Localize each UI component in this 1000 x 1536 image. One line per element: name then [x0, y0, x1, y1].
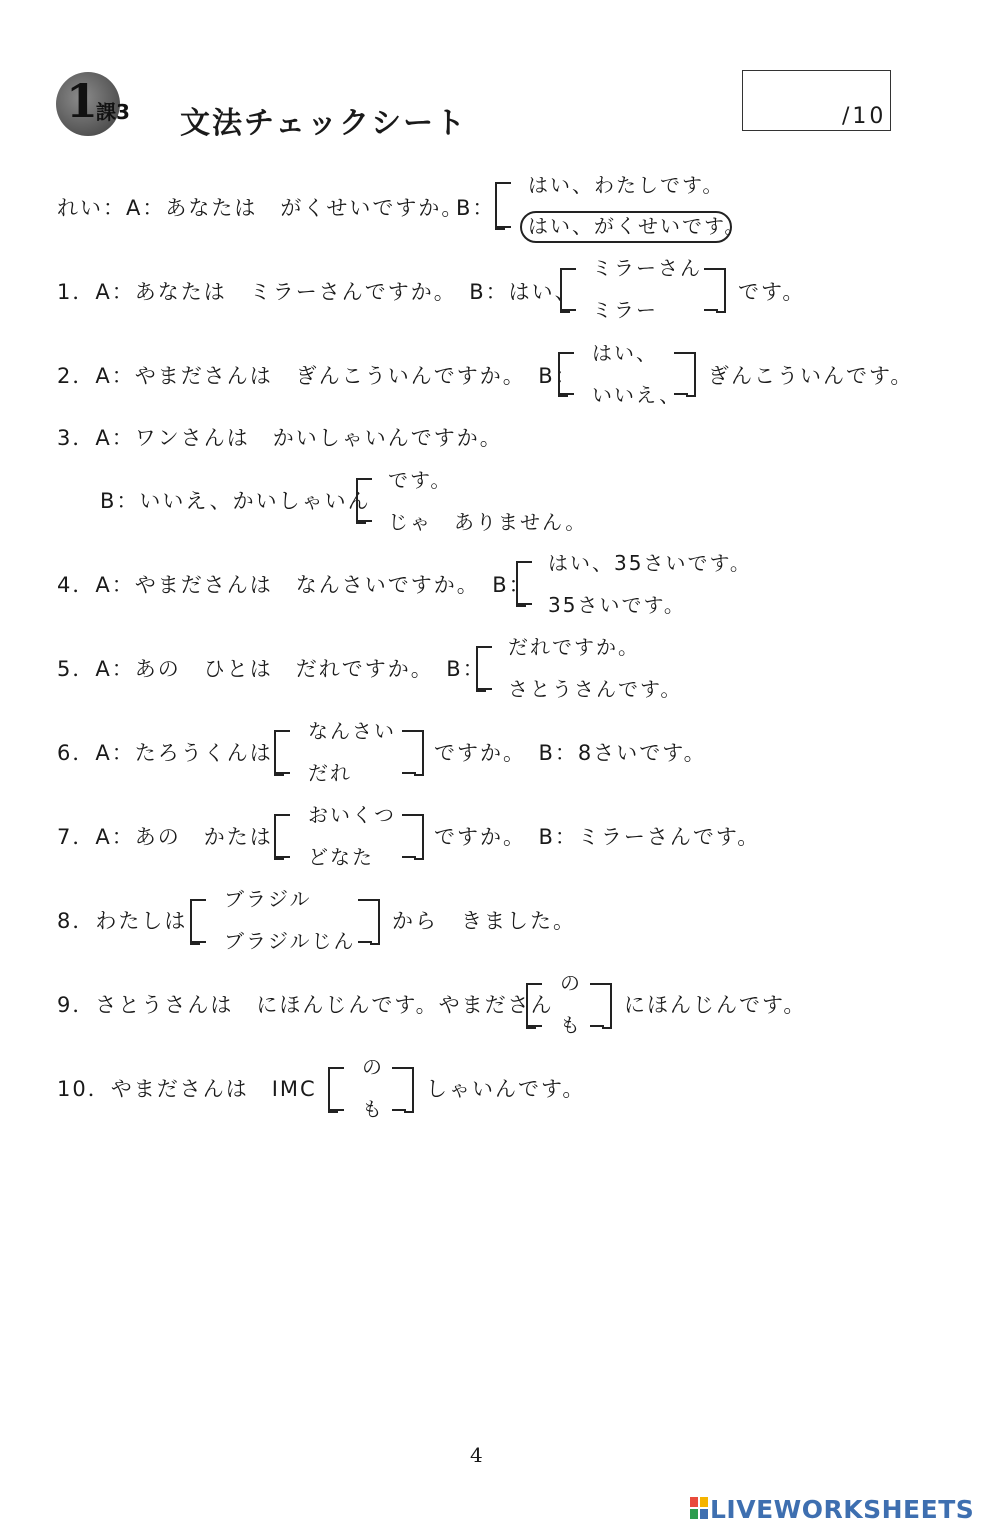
question-10-right-bracket	[404, 1067, 414, 1113]
question-8-option-2[interactable]: ブラジルじん	[224, 929, 356, 953]
question-2-suffix: ぎんこういんです。	[708, 364, 914, 388]
lesson-badge-number: 1	[66, 74, 99, 128]
question-1-right-bracket	[716, 268, 726, 313]
question-10-prompt: 10．やまださんは IMC	[57, 1077, 317, 1101]
question-1-prompt: 1．A：あなたは ミラーさんですか。 B：はい、	[57, 280, 578, 304]
question-7-right-bracket	[414, 814, 424, 860]
question-10-option-1[interactable]: の	[362, 1055, 384, 1079]
question-6-option-2[interactable]: だれ	[308, 761, 352, 785]
question-2-option-2[interactable]: いいえ、	[592, 383, 682, 407]
lesson-badge-label: 課3	[96, 100, 130, 124]
question-2-right-bracket	[686, 352, 696, 397]
question-7-suffix: ですか。 B：ミラーさんです。	[434, 825, 761, 849]
question-2-prompt: 2．A：やまださんは ぎんこういんですか。 B：	[57, 364, 578, 388]
question-7-prompt: 7．A：あの かたは	[57, 825, 273, 849]
question-4-prompt: 4．A：やまださんは なんさいですか。 B：	[57, 573, 532, 597]
question-1-option-1[interactable]: ミラーさん	[592, 256, 702, 280]
question-4-option-1[interactable]: はい、35さいです。	[548, 551, 752, 575]
question-5-left-bracket	[476, 646, 486, 692]
question-1-left-bracket	[560, 268, 570, 313]
question-9-option-1[interactable]: の	[560, 971, 582, 995]
question-9-option-2[interactable]: も	[560, 1013, 582, 1037]
liveworksheets-logo-icon	[690, 1497, 708, 1519]
example-left-bracket	[495, 182, 505, 230]
example-question: れい：A：あなたは がくせいですか。	[57, 196, 465, 220]
question-10-left-bracket	[328, 1067, 338, 1113]
question-8-left-bracket	[190, 899, 200, 945]
question-8-prompt: 8．わたしは	[57, 909, 188, 933]
page-title: 文法チェックシート	[180, 106, 468, 141]
question-9-right-bracket	[602, 983, 612, 1029]
footer-brand[interactable]: LIVEWORKSHEETS	[710, 1495, 975, 1524]
question-7-left-bracket	[274, 814, 284, 860]
example-option-1[interactable]: はい、わたしです。	[528, 173, 725, 197]
question-3-prompt: 3．A：ワンさんは かいしゃいんですか。	[57, 426, 503, 450]
question-6-left-bracket	[274, 730, 284, 776]
question-3-left-bracket	[356, 478, 366, 524]
question-4-option-2[interactable]: 35さいです。	[548, 593, 686, 617]
question-2-option-1[interactable]: はい、	[592, 341, 658, 365]
question-3-prompt-b: B：いいえ、かいしゃいん	[100, 489, 371, 513]
question-10-suffix: しゃいんです。	[426, 1077, 586, 1101]
question-9-prompt: 9．さとうさんは にほんじんです。やまださん	[57, 993, 554, 1017]
question-6-suffix: ですか。 B：8さいです。	[434, 741, 707, 765]
question-7-option-2[interactable]: どなた	[308, 845, 374, 869]
question-3-option-1[interactable]: です。	[388, 468, 453, 492]
question-6-option-1[interactable]: なんさい	[308, 719, 396, 743]
question-1-suffix: です。	[738, 280, 806, 304]
question-5-prompt: 5．A：あの ひとは だれですか。 B：	[57, 657, 486, 681]
question-6-prompt: 6．A：たろうくんは	[57, 741, 273, 765]
question-8-right-bracket	[370, 899, 380, 945]
score-text: /10	[842, 104, 887, 129]
question-5-option-1[interactable]: だれですか。	[508, 635, 640, 659]
example-speaker-b: B：	[456, 196, 496, 220]
question-9-suffix: にほんじんです。	[624, 993, 807, 1017]
page-number: 4	[470, 1443, 483, 1467]
question-9-left-bracket	[526, 983, 536, 1029]
question-3-option-2[interactable]: じゃ ありません。	[388, 510, 588, 534]
question-6-right-bracket	[414, 730, 424, 776]
question-5-option-2[interactable]: さとうさんです。	[508, 677, 683, 701]
question-10-option-2[interactable]: も	[362, 1097, 384, 1121]
question-1-option-2[interactable]: ミラー	[592, 298, 658, 322]
question-2-left-bracket	[558, 352, 568, 397]
example-option-2[interactable]: はい、がくせいです。	[528, 214, 747, 238]
question-8-suffix: から きました。	[392, 909, 576, 933]
question-4-left-bracket	[516, 561, 526, 607]
question-7-option-1[interactable]: おいくつ	[308, 803, 396, 827]
question-8-option-1[interactable]: ブラジル	[224, 887, 312, 911]
